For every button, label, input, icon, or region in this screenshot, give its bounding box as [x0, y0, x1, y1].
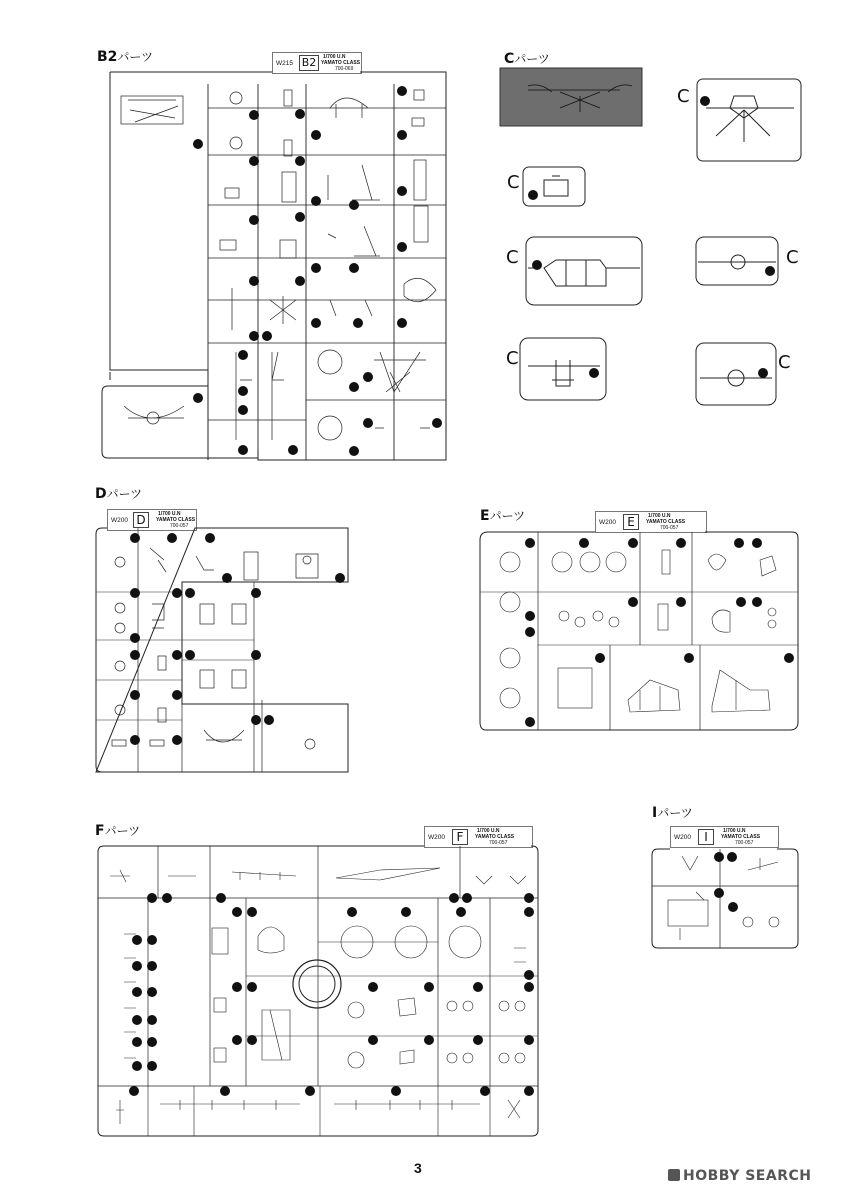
frame-letter: C — [506, 348, 519, 369]
tag-code: B2 — [299, 55, 319, 71]
tag-code: D — [133, 512, 149, 528]
frame-letter: C — [786, 247, 799, 268]
tag-line1: 1/700 U.N — [323, 54, 346, 60]
watermark — [668, 1168, 811, 1184]
tag-line3: 700-057 — [489, 840, 508, 846]
section-suffix: パーツ — [657, 806, 693, 820]
sprue-frame-b2 — [102, 72, 446, 460]
frame-letter: C — [778, 352, 791, 373]
watermark-logo-icon — [668, 1169, 680, 1181]
section-code: I — [652, 805, 658, 821]
tag-line2: YAMATO CLASS — [646, 519, 686, 525]
sprue-frame-i — [652, 849, 798, 948]
tag-line1: 1/700 U.N — [158, 511, 181, 517]
tag-number: W200 — [428, 834, 445, 841]
tag-line2: YAMATO CLASS — [475, 834, 515, 840]
tag-number: W200 — [674, 834, 691, 841]
section-suffix: パーツ — [514, 52, 550, 66]
tag-line2: YAMATO CLASS — [721, 834, 761, 840]
tag-line3: 700-057 — [735, 840, 754, 846]
section-code: E — [480, 508, 490, 524]
tag-line3: 700-057 — [170, 523, 189, 529]
tag-line2: YAMATO CLASS — [321, 60, 361, 66]
section-suffix: パーツ — [489, 509, 526, 523]
section-suffix: パーツ — [106, 487, 143, 501]
section-code: F — [95, 823, 105, 839]
tag-code: E — [623, 514, 639, 530]
frame-letter: C — [506, 247, 519, 268]
frame-letter: C — [677, 86, 690, 107]
tag-line1: 1/700 U.N — [723, 828, 746, 834]
section-code: B2 — [97, 49, 118, 65]
part-callouts — [129, 86, 794, 1096]
tag-line1: 1/700 U.N — [648, 513, 671, 519]
frame-letter: C — [507, 172, 520, 193]
tag-number: W200 — [111, 517, 128, 524]
tag-number: W200 — [599, 519, 616, 526]
section-code: C — [504, 51, 515, 67]
tag-line1: 1/700 U.N — [477, 828, 500, 834]
tag-line3: 700-069 — [335, 66, 354, 72]
tag-number: W215 — [276, 60, 293, 67]
section-suffix: パーツ — [104, 824, 141, 838]
tag-code: F — [452, 829, 468, 845]
section-suffix: パーツ — [117, 50, 153, 64]
watermark-text: HOBBY SEARCH — [683, 1168, 812, 1184]
sprue-frame-c — [500, 68, 801, 405]
sprue-frame-f — [98, 846, 538, 1136]
tag-line3: 700-057 — [660, 525, 679, 531]
section-code: D — [95, 486, 107, 502]
tag-line2: YAMATO CLASS — [156, 517, 196, 523]
tag-code: I — [698, 829, 714, 845]
page-number: 3 — [414, 1160, 422, 1176]
